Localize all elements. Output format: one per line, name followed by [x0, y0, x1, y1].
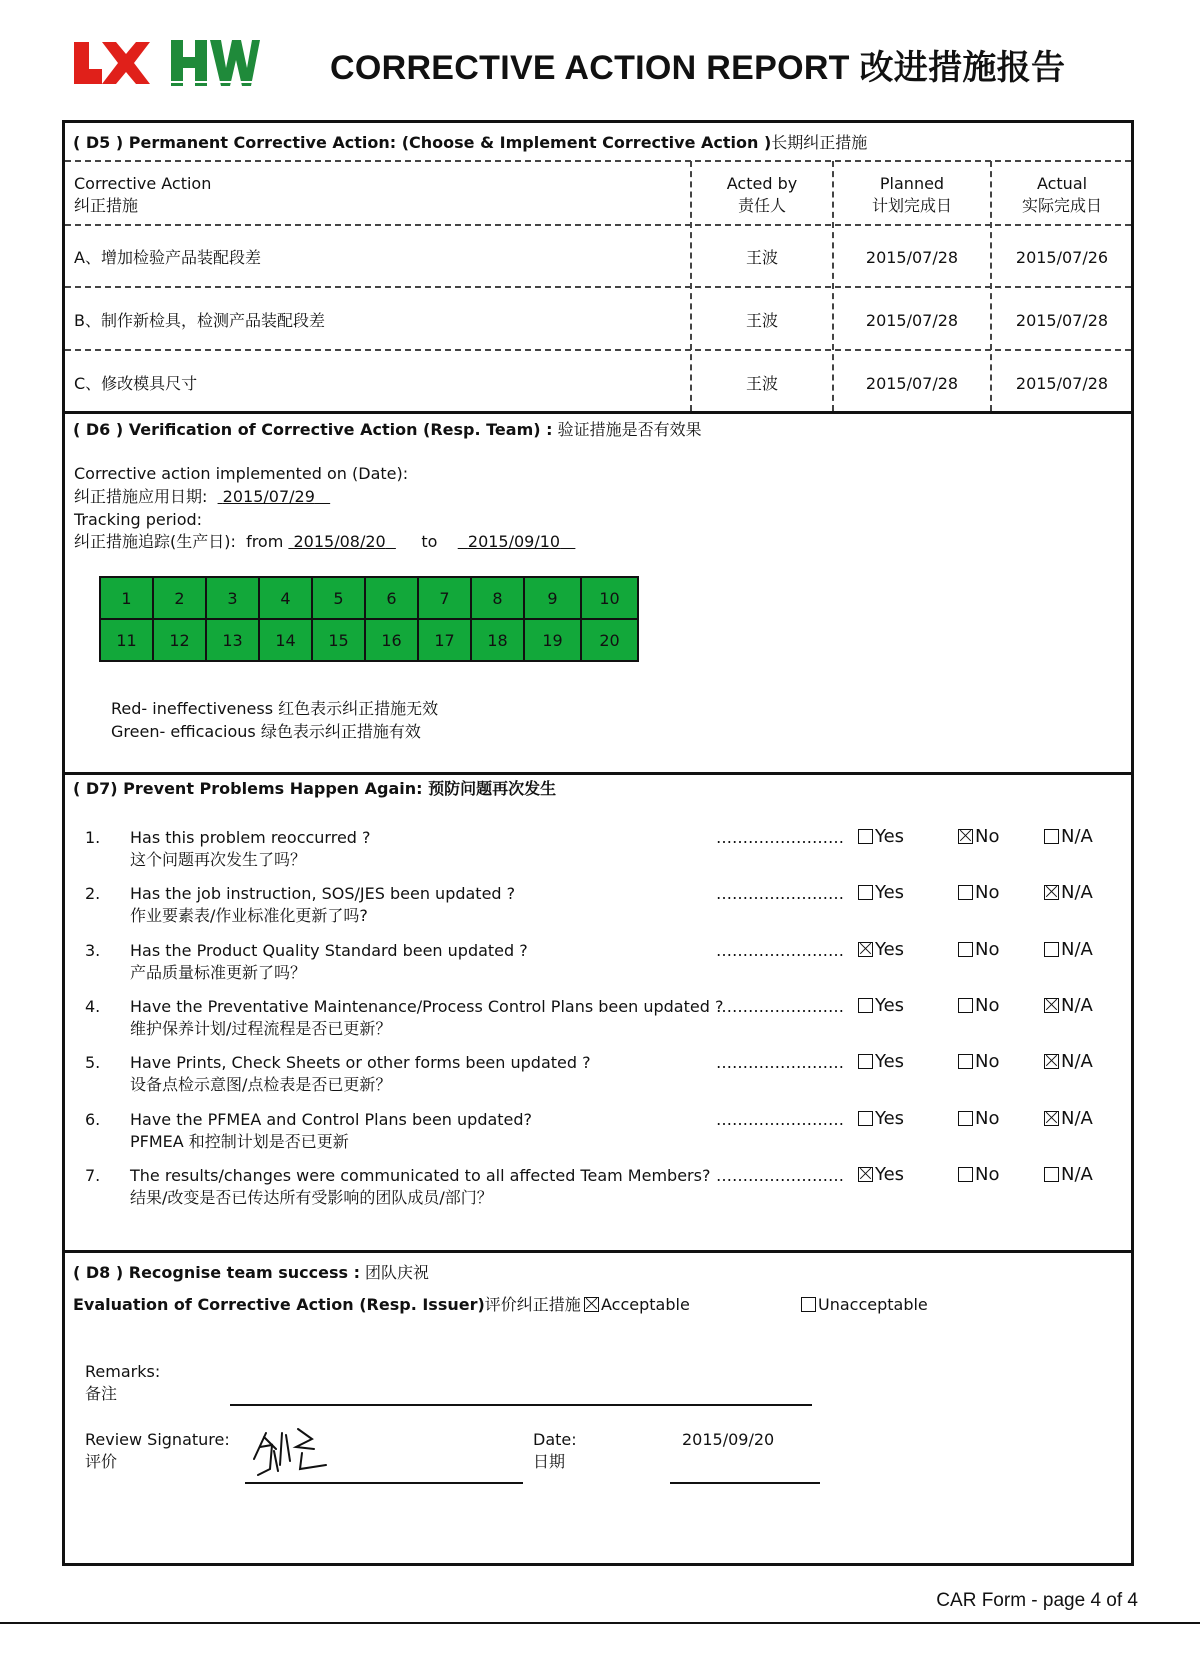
option-no[interactable]: No: [958, 1164, 999, 1186]
day-cell: 2: [153, 577, 206, 619]
leader-dots: ……………………: [716, 1165, 844, 1185]
row-action: B、制作新检具，检测产品装配段差: [74, 311, 325, 330]
checkbox[interactable]: [958, 1111, 973, 1126]
remarks-label: Remarks: 备注: [85, 1362, 161, 1403]
day-cell: 5: [312, 577, 365, 619]
tracking-days-grid: [99, 576, 639, 662]
checkbox[interactable]: [1044, 1111, 1059, 1126]
legend-green: Green- efficacious 绿色表示纠正措施有效: [111, 722, 421, 741]
checkbox[interactable]: [858, 1111, 873, 1126]
day-cell: 11: [100, 619, 153, 661]
checkbox[interactable]: [1044, 885, 1059, 900]
day-cell: 12: [153, 619, 206, 661]
leader-dots: ……………………: [716, 828, 844, 847]
question-number: 2.: [85, 884, 101, 904]
day-cell: 7: [418, 577, 471, 619]
option-no[interactable]: No: [958, 826, 999, 848]
question-text: Have the PFMEA and Control Plans been updated? PFMEA 和控制计划是否已更新: [130, 1109, 533, 1151]
option-na[interactable]: N/A: [1044, 1051, 1093, 1073]
day-cell: 17: [418, 619, 471, 661]
section-divider: [62, 1250, 1134, 1253]
row-actual: 2015/07/26: [1015, 248, 1109, 267]
option-yes[interactable]: Yes: [858, 1108, 904, 1130]
day-cell: 9: [524, 577, 581, 619]
tracking-label: Tracking period:: [74, 510, 203, 529]
option-yes[interactable]: Yes: [858, 995, 904, 1017]
checkbox[interactable]: [858, 1054, 873, 1069]
divider: [65, 286, 1131, 288]
question-text: The results/changes were communicated to all affected Team Members? 结果/改变是否已传达所有受影响的团队成员/部门？: [130, 1165, 711, 1207]
day-cell: 20: [581, 619, 638, 661]
leader-dots: ……………………: [716, 940, 844, 960]
day-cell: 15: [312, 619, 365, 661]
row-actual: 2015/07/28: [1015, 311, 1109, 330]
signature-line: [245, 1482, 523, 1484]
option-no[interactable]: No: [958, 1108, 999, 1130]
unacceptable-option[interactable]: Unacceptable: [801, 1294, 928, 1316]
option-na[interactable]: N/A: [1044, 1108, 1093, 1130]
question-number: 1.: [85, 828, 101, 847]
option-na[interactable]: N/A: [1044, 995, 1093, 1017]
col-acted-by: Acted by 责任人: [726, 174, 798, 215]
implemented-date-line: 纠正措施应用日期: 2015/07/29: [74, 487, 315, 506]
option-yes[interactable]: Yes: [858, 1051, 904, 1073]
option-yes[interactable]: Yes: [858, 826, 904, 848]
divider: [65, 160, 1131, 162]
implemented-date: 2015/07/29: [222, 487, 315, 506]
option-no[interactable]: No: [958, 995, 999, 1017]
page-bottom-rule: [0, 1622, 1200, 1624]
day-cell: 14: [259, 619, 312, 661]
remarks-line: [230, 1404, 812, 1406]
from-date: 2015/08/20: [293, 532, 386, 551]
hw-logo: [168, 36, 260, 90]
row-acted-by: 王波: [745, 311, 778, 330]
divider: [65, 349, 1131, 351]
row-planned: 2015/07/28: [865, 248, 959, 267]
date-label: Date: 日期: [533, 1430, 577, 1471]
question-text: Has this problem reoccurred ? 这个问题再次发生了吗？: [130, 828, 371, 869]
option-na[interactable]: N/A: [1044, 939, 1093, 961]
page-footer: CAR Form - page 4 of 4: [936, 1590, 1138, 1611]
row-acted-by: 王波: [745, 374, 778, 393]
day-cell: 8: [471, 577, 524, 619]
acceptable-checkbox[interactable]: [584, 1297, 599, 1312]
question-number: 6.: [85, 1109, 101, 1129]
option-no[interactable]: No: [958, 1051, 999, 1073]
day-cell: 16: [365, 619, 418, 661]
evaluation-label: Evaluation of Corrective Action (Resp. Issuer)评价纠正措施: [73, 1295, 581, 1314]
checkbox[interactable]: [1044, 1167, 1059, 1182]
option-na[interactable]: N/A: [1044, 826, 1093, 848]
to-date: 2015/09/10: [467, 532, 561, 551]
d7-title: ( D7) Prevent Problems Happen Again: 预防问题再次发生: [73, 779, 557, 798]
day-cell: 6: [365, 577, 418, 619]
day-cell: 10: [581, 577, 638, 619]
checkbox[interactable]: [958, 1167, 973, 1182]
col-actual: Actual 实际完成日: [1021, 174, 1102, 215]
d5-title: ( D5 ) Permanent Corrective Action: (Choose & Implement Corrective Action )长期纠正措施: [73, 133, 868, 152]
question-text: Has the job instruction, SOS/JES been updated ? 作业要素表/作业标准化更新了吗?: [130, 884, 516, 926]
checkbox[interactable]: [858, 998, 873, 1013]
review-date: 2015/09/20: [682, 1430, 775, 1449]
signature-label: Review Signature: 评价: [85, 1430, 230, 1471]
row-action: C、修改模具尺寸: [74, 374, 198, 393]
option-no[interactable]: No: [958, 939, 999, 961]
question-text: Have the Preventative Maintenance/Process Control Plans been updated ? 维护保养计划/过程流程是否已更新？: [130, 996, 724, 1038]
checkbox[interactable]: [958, 1054, 973, 1069]
checkbox[interactable]: [1044, 942, 1059, 957]
question-number: 7.: [85, 1165, 101, 1185]
day-cell: 19: [524, 619, 581, 661]
checkbox[interactable]: [958, 942, 973, 957]
date-line: [670, 1482, 820, 1484]
checkbox[interactable]: [858, 1167, 873, 1182]
checkbox[interactable]: [958, 829, 973, 844]
day-cell: 1: [100, 577, 153, 619]
option-na[interactable]: N/A: [1044, 882, 1093, 904]
section-divider: [62, 772, 1134, 775]
checkbox[interactable]: [958, 885, 973, 900]
acceptable-option[interactable]: Acceptable: [584, 1294, 690, 1316]
checkbox[interactable]: [958, 998, 973, 1013]
day-cell: 18: [471, 619, 524, 661]
row-actual: 2015/07/28: [1015, 374, 1109, 393]
option-yes[interactable]: Yes: [858, 882, 904, 904]
section-divider: [62, 411, 1134, 414]
leader-dots: ……………………: [716, 996, 844, 1016]
legend-red: Red- ineffectiveness 红色表示纠正措施无效: [111, 699, 439, 718]
checkbox[interactable]: [1044, 1054, 1059, 1069]
col-planned: Planned 计划完成日: [871, 174, 952, 215]
row-action: A、增加检验产品装配段差: [74, 248, 261, 267]
d6-title: ( D6 ) Verification of Corrective Action (Resp. Team) : 验证措施是否有效果: [73, 420, 702, 439]
row-acted-by: 王波: [745, 248, 778, 267]
implemented-label: Corrective action implemented on (Date):: [74, 464, 409, 483]
leader-dots: ……………………: [716, 1109, 844, 1129]
checkbox[interactable]: [858, 829, 873, 844]
checkbox[interactable]: [1044, 829, 1059, 844]
col-corrective-action: Corrective Action 纠正措施: [74, 174, 212, 215]
question-number: 5.: [85, 1053, 101, 1073]
row-planned: 2015/07/28: [865, 311, 959, 330]
option-yes[interactable]: Yes: [858, 1164, 904, 1186]
divider: [65, 224, 1131, 226]
d8-title: ( D8 ) Recognise team success : 团队庆祝: [73, 1263, 430, 1282]
question-number: 4.: [85, 996, 101, 1016]
question-number: 3.: [85, 940, 101, 960]
option-no[interactable]: No: [958, 882, 999, 904]
checkbox[interactable]: [858, 942, 873, 957]
day-cell: 13: [206, 619, 259, 661]
option-na[interactable]: N/A: [1044, 1164, 1093, 1186]
checkbox[interactable]: [858, 885, 873, 900]
ux-logo: [72, 38, 152, 88]
unacceptable-checkbox[interactable]: [801, 1297, 816, 1312]
row-planned: 2015/07/28: [865, 374, 959, 393]
day-cell: 4: [259, 577, 312, 619]
question-text: Have Prints, Check Sheets or other forms been updated ? 设备点检示意图/点检表是否已更新？: [130, 1053, 591, 1095]
checkbox[interactable]: [1044, 998, 1059, 1013]
day-cell: 3: [206, 577, 259, 619]
review-signature: [252, 1425, 332, 1479]
leader-dots: ……………………: [716, 1053, 844, 1073]
report-title: CORRECTIVE ACTION REPORT 改进措施报告: [330, 49, 1066, 87]
question-text: Has the Product Quality Standard been updated ? 产品质量标准更新了吗？: [130, 940, 528, 982]
leader-dots: ……………………: [716, 884, 844, 904]
tracking-period-line: 纠正措施追踪(生产日): from 2015/08/20 to 2015/09/10: [74, 532, 561, 551]
option-yes[interactable]: Yes: [858, 939, 904, 961]
